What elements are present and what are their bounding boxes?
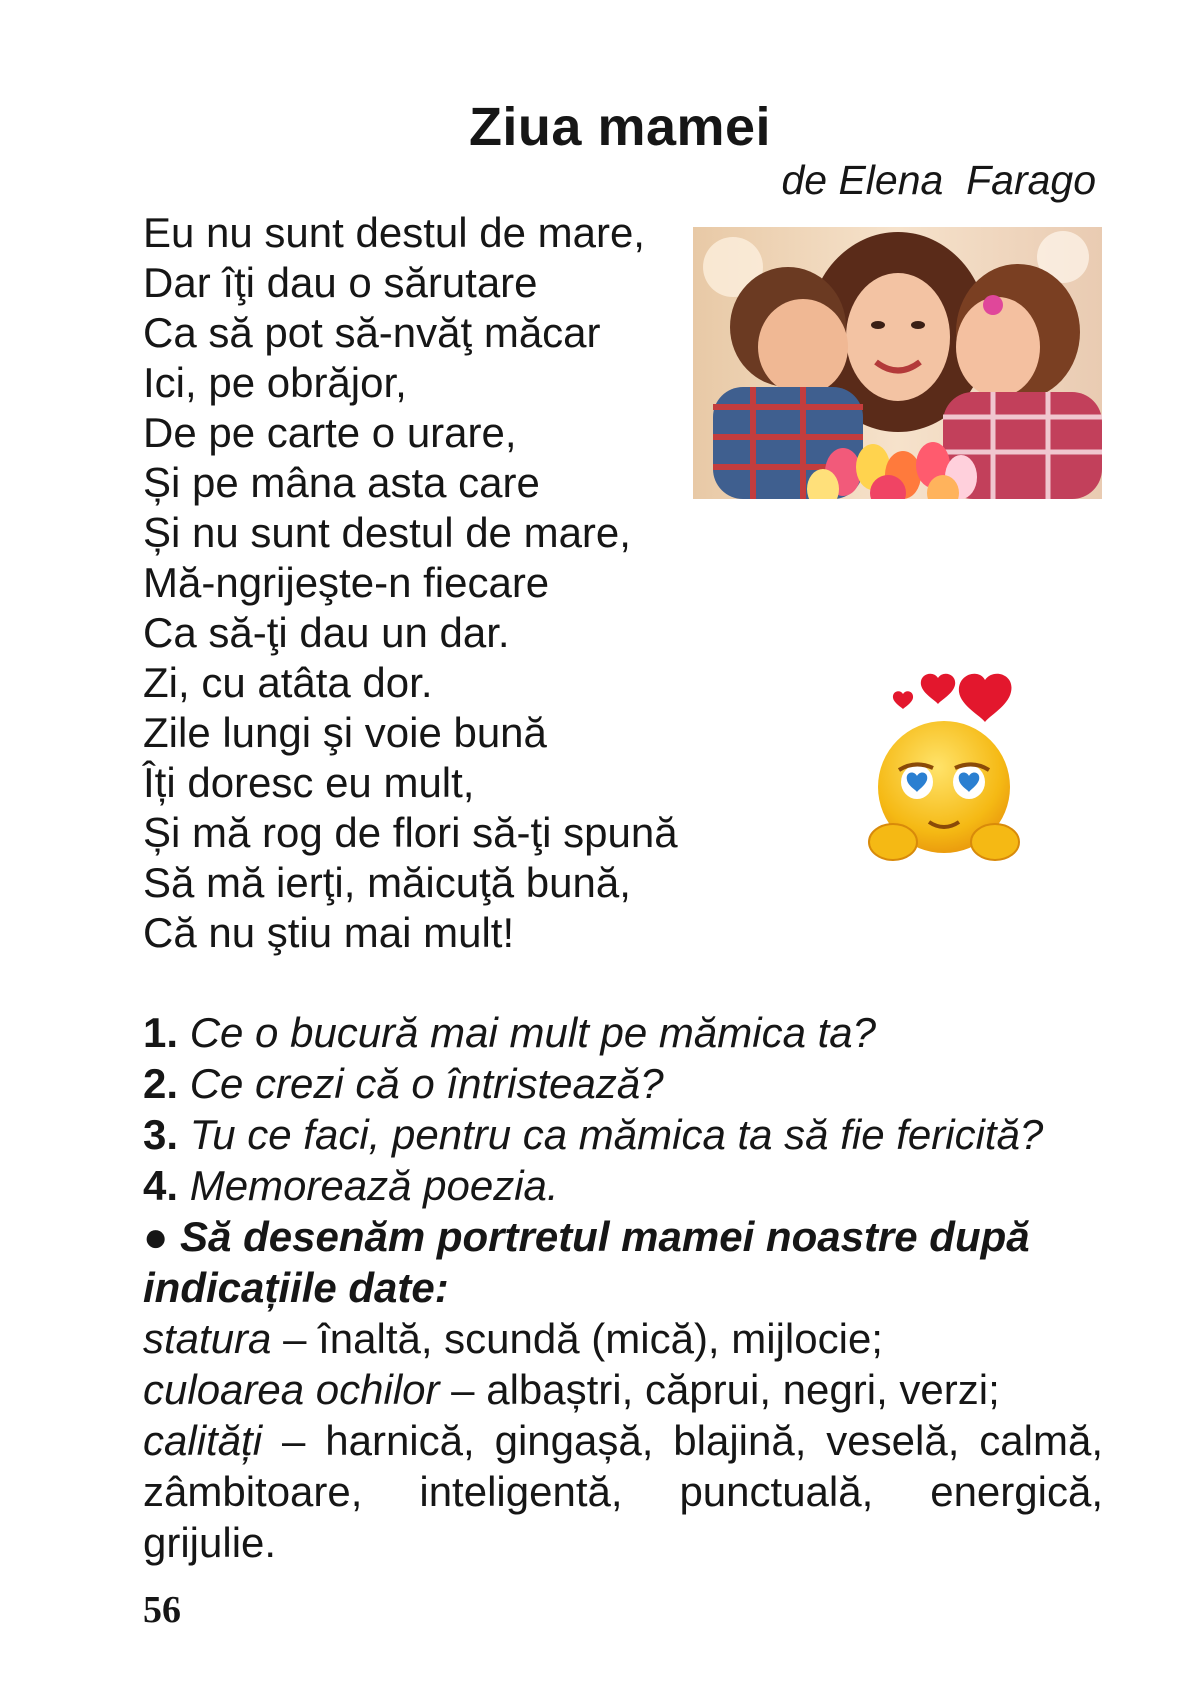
poem-line: Și pe mâna asta care [143, 459, 540, 506]
descriptor-line [143, 1364, 1103, 1415]
poem-line: Ici, pe obrăjor, [143, 359, 407, 406]
poem-line: Că nu ştiu mai mult! [143, 909, 515, 956]
question-item [143, 1109, 1103, 1160]
poem-line: Zile lungi şi voie bună [143, 709, 547, 756]
descriptor-values: – înaltă, scundă (mică), mijlocie; [271, 1315, 883, 1362]
mother-children-photo [693, 227, 1102, 499]
descriptor-term: statura [143, 1315, 272, 1362]
task-text: Să desenăm portretul mamei noastre după indicațiile date: [143, 1213, 1030, 1311]
poem-author: de Elena Farago [781, 157, 1096, 203]
question-number: 1. [143, 1009, 179, 1056]
poem-text [143, 208, 678, 958]
question-item [143, 1007, 1103, 1058]
poem-line: Să mă ierţi, măicuţă bună, [143, 859, 631, 906]
descriptor-term: calități [143, 1417, 263, 1464]
descriptor-term: culoarea ochilor [143, 1366, 440, 1413]
poem-line: Dar îţi dau o sărutare [143, 259, 538, 306]
drawing-task [143, 1211, 1103, 1313]
poem-title: Ziua mamei [468, 97, 772, 157]
descriptor-values: – albaștri, căprui, negri, verzi; [439, 1366, 1000, 1413]
poem-line: Și mă rog de flori să-ţi spună [143, 809, 678, 856]
poem-line: Și nu sunt destul de mare, [143, 509, 631, 556]
descriptor-values: – harnică, gingașă, blajină, veselă, calmă, zâmbitoare, inteligentă, punctuală, energică, grijulie. [143, 1417, 1103, 1566]
poem-line: Îți doresc eu mult, [143, 759, 475, 806]
bullet-icon: ● [143, 1213, 169, 1260]
page-number: 56 [143, 1589, 181, 1631]
poem-line: Zi, cu atâta dor. [143, 659, 433, 706]
poem-line: Mă-ngrijeşte-n fiecare [143, 559, 550, 606]
descriptor-line [143, 1415, 1103, 1568]
poem-line: Eu nu sunt destul de mare, [143, 209, 645, 256]
question-item [143, 1058, 1103, 1109]
questions-section [143, 1007, 1103, 1568]
question-text: Memorează poezia. [189, 1162, 559, 1209]
question-number: 2. [143, 1060, 179, 1107]
smiley-hearts-icon [865, 672, 1023, 868]
question-number: 3. [143, 1111, 179, 1158]
descriptor-line [143, 1313, 1103, 1364]
poem-line: Ca să pot să-nvăţ măcar [143, 309, 601, 356]
question-text: Ce crezi că o întristează? [189, 1060, 664, 1107]
question-item [143, 1160, 1103, 1211]
question-text: Ce o bucură mai mult pe mămica ta? [189, 1009, 876, 1056]
poem-line: De pe carte o urare, [143, 409, 517, 456]
question-text: Tu ce faci, pentru ca mămica ta să fie fericită? [189, 1111, 1044, 1158]
question-number: 4. [143, 1162, 179, 1209]
poem-line: Ca să-ţi dau un dar. [143, 609, 510, 656]
